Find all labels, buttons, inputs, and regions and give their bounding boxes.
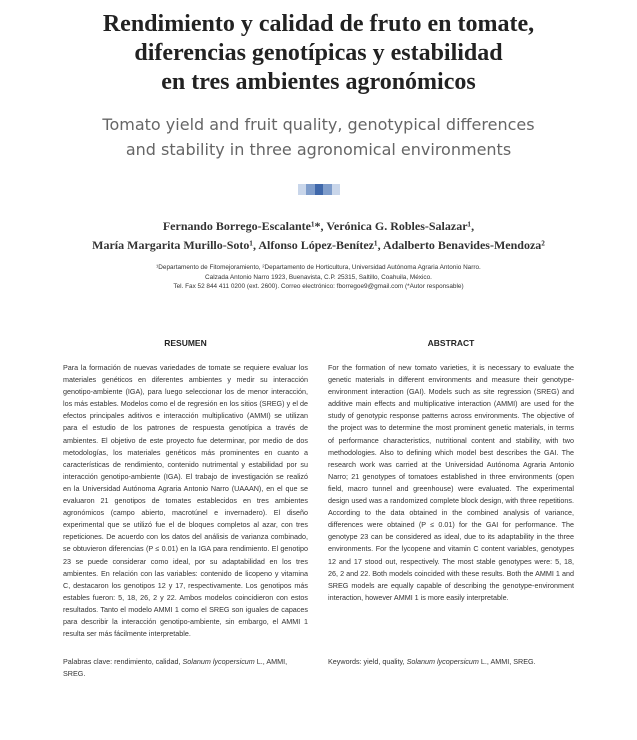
resumen-column	[63, 362, 308, 640]
keywords-es-end: L., AMMI, SREG.	[63, 657, 288, 678]
ornament-segment	[298, 184, 306, 195]
keywords-en-species: Solanum lycopersicum	[406, 657, 479, 666]
subtitle-line-1: Tomato yield and fruit quality, genotypical differences	[102, 115, 535, 134]
resumen-body: Para la formación de nuevas variedades de tomate se requiere evaluar los materiales genéticos en diferentes ambientes y medir su interacción genotipo-ambiente (IGA), para luego seleccionar los de menor interacción, los más estables. Modelos como el de regresión en los sitios (SREG) y el de efectos principales aditivos e interacción multiplicativo (AMMI) se utilizan para el estudio de los patrones de respuesta genotípica a través de ambientes. El objetivo de este proyecto fue determinar, por medio de dos metodologías, los materiales genéticos más prominentes en cuanto a características de rendimiento, contenido nutrimental y estabilidad por su interacción genotipo-ambiente (IGA). El trabajo de investigación se realizó en la Universidad Autónoma Agraria Antonio Narro (UAAAN), en el que se evaluaron 21 genotipos de tomates establecidos en tres ambientes agronómicos (campo abierto, macrotúnel e invernadero). El diseño experimental que se utilizó fue el de bloques completos al azar, con tres repeticiones. De acuerdo con los datos del análisis de varianza combinado, se obtuvieron diferencias (P ≤ 0.01) en la IGA para rendimiento. El genotipo 23 se puede considerar como ideal, por su adaptabilidad en los tres ambientes. En relación con las variables: contenido de licopeno y vitamina C, destacaron los genotipos 12 y 17, respectivamente. Los genotipos más estables fueron: 5, 18, 26, 2 y 22. Ambos modelos coincidieron con estos resultados. Tanto el modelo AMMI 1 como el SREG son iguales de capaces para describir la interacción genotipo-ambiente, sin embargo, el AMMI 1 resulta ser más fácilmente interpretable.	[63, 363, 308, 639]
paper-title	[20, 10, 617, 97]
keywords-es-text: Palabras clave: rendimiento, calidad,	[63, 657, 183, 666]
ornament-segment	[323, 184, 331, 195]
title-line-1: Rendimiento y calidad de fruto en tomate,	[102, 11, 535, 37]
affiliations	[20, 263, 617, 292]
ornament-segment	[306, 184, 314, 195]
keywords-en-text: Keywords: yield, quality,	[328, 657, 407, 666]
author-list	[20, 217, 617, 255]
resumen-heading: RESUMEN	[164, 338, 207, 348]
paper-subtitle-english	[20, 112, 617, 162]
title-line-3: en tres ambientes agronómicos	[161, 69, 476, 95]
subtitle-line-2: and stability in three agronomical environments	[125, 140, 512, 159]
authors-line-2: María Margarita Murillo-Soto¹, Alfonso López-Benítez¹, Adalberto Benavides-Mendoza²	[92, 238, 545, 252]
keywords-es-species: Solanum lycopersicum	[182, 657, 255, 666]
resumen-keywords	[63, 656, 308, 680]
abstract-column	[328, 362, 574, 604]
affiliation-line-1: ¹Departamento de Fitomejoramiento, ²Departamento de Horticultura, Universidad Autónoma Agraria Antonio Narro.	[156, 264, 481, 271]
keywords-en-end: L., AMMI, SREG.	[478, 657, 536, 666]
ornament-segment	[315, 184, 323, 195]
title-line-2: diferencias genotípicas y estabilidad	[134, 40, 503, 66]
abstract-heading: ABSTRACT	[427, 338, 475, 348]
affiliation-line-2: Calzada Antonio Narro 1923, Buenavista, C.P. 25315, Saltillo, Coahuila, México.	[205, 273, 432, 281]
abstract-keywords	[328, 656, 574, 668]
ornament-segment	[332, 184, 340, 195]
abstract-body: For the formation of new tomato varieties, it is necessary to evaluate the genetic materials in different environments and measure their genotype-environment interaction (GAI). Models such as site regression (SREG) and additive main effects and multiplicative interaction (AMMI) are used for the study of genotypic response patterns across environments. The objective of the project was to determine the most prominent genetic materials, in terms of performance characteristics, nutritional content and stability, with two methodologies. Also to defining which model best describes the GAI. The research work was carried at the Universidad Autónoma Agraria Antonio Narro; 21 genotypes of tomatoes established in three environments (open field, macro tunnel and greenhouse) were evaluated. The experimental design used was a randomized complete block design, with three repetitions. According to the data obtained in the combined analysis of variance, differences were obtained (P ≤ 0.01) for the GAI for performance. The genotype 23 can be considered as ideal, due to its adaptability in the three environments. For the lycopene and vitamin C content variables, genotypes 12 and 17 stood out, respectively. The most stable genotypes were: 5, 18, 26, 2 and 22. Both models coincided with these results. Both the AMMI 1 and SREG models are equally capable of describing the genotype-environment interaction, however AMMI 1 is more easily interpretable.	[328, 363, 574, 602]
affiliation-line-3: Tel. Fax 52 844 411 0200 (ext. 2600). Correo electrónico: fborregoe9@gmail.com (*Autor responsable)	[173, 283, 464, 290]
authors-line-1: Fernando Borrego-Escalante¹*, Verónica G. Robles-Salazar¹,	[162, 219, 475, 233]
decorative-color-bar	[298, 184, 340, 195]
